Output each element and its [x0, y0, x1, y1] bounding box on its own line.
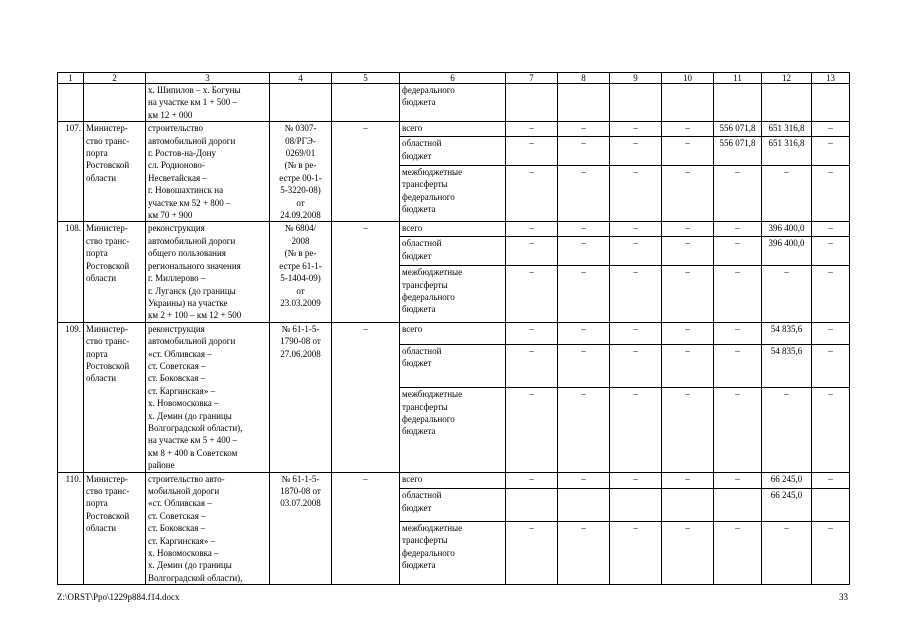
cell [558, 84, 610, 122]
source-cell: межбюджетные трансферты федерального бюджета [400, 165, 506, 222]
value-cell: – [762, 388, 812, 472]
value-cell: – [610, 237, 662, 266]
value-cell: – [662, 122, 714, 137]
value-cell: – [610, 472, 662, 489]
organization-cell: Министер- ство транс- порта Ростовской области [84, 222, 146, 322]
row-number: 108. [58, 222, 84, 322]
value-cell: – [812, 472, 850, 489]
source-cell: всего [400, 322, 506, 344]
col5-cell: – [332, 322, 400, 472]
value-cell: – [506, 122, 558, 137]
value-cell: – [506, 322, 558, 344]
object-cell: реконструкция автомобильной дороги «ст. Обливская – ст. Советская – ст. Боковская – ст. Каргинская» – х. Новомосковка – х. Демин (до границы Волгоградской области), на участке км 5 + 400 – км 8 + 400 в Советском районе [146, 322, 270, 472]
organization-cell: Министер- ство транс- порта Ростовской области [84, 472, 146, 585]
table-body [58, 73, 850, 585]
value-cell: – [714, 165, 762, 222]
table-row [58, 472, 850, 489]
value-cell: – [714, 222, 762, 237]
value-cell [812, 489, 850, 521]
value-cell: – [662, 137, 714, 166]
source-cell: межбюджетные трансферты федерального бюджета [400, 266, 506, 323]
value-cell: – [610, 345, 662, 388]
footer-file-path: Z:\ORST\Ppo\1229p884.f14.docx [57, 592, 180, 602]
value-cell [558, 489, 610, 521]
value-cell: – [812, 137, 850, 166]
value-cell: – [812, 237, 850, 266]
value-cell: – [714, 345, 762, 388]
value-cell: – [558, 388, 610, 472]
value-cell: – [812, 322, 850, 344]
header-cell: 10 [662, 73, 714, 84]
value-cell: – [662, 521, 714, 585]
document-cell: № 0307- 08/РГЭ- 0269/01 (№ в ре- естре 00-1- 5-3220-08) от 24.09.2008 [270, 122, 332, 222]
row-number: 110. [58, 472, 84, 585]
table-row [58, 322, 850, 344]
source-cell: областной бюджет [400, 489, 506, 521]
col5-cell: – [332, 222, 400, 322]
value-cell: – [610, 122, 662, 137]
value-cell: – [812, 222, 850, 237]
value-cell: – [662, 388, 714, 472]
value-cell: – [812, 521, 850, 585]
value-cell: – [714, 521, 762, 585]
value-cell: – [506, 266, 558, 323]
value-cell: 396 400,0 [762, 237, 812, 266]
col5-cell: – [332, 122, 400, 222]
document-cell: № 61-1-5- 1870-08 от 03.07.2008 [270, 472, 332, 585]
source-cell: областной бюджет [400, 237, 506, 266]
value-cell: – [558, 122, 610, 137]
source-cell: межбюджетные трансферты федерального бюджета [400, 388, 506, 472]
source-cell: областной бюджет [400, 137, 506, 166]
header-cell: 4 [270, 73, 332, 84]
value-cell: – [506, 165, 558, 222]
value-cell: – [610, 222, 662, 237]
object-cell: строительство автомобильной дороги г. Ростов-на-Дону сл. Родионово- Несветайская – г. Новошахтинск на участке км 52 + 800 – км 70 + 900 [146, 122, 270, 222]
source-cell: межбюджетные трансферты федерального бюджета [400, 521, 506, 585]
value-cell: 556 071,8 [714, 137, 762, 166]
object-cell: реконструкция автомобильной дороги общего пользования регионального значения г. Миллерово – г. Луганск (до границы Украины) на участке км 2 + 100 – км 12 + 500 [146, 222, 270, 322]
value-cell: – [610, 388, 662, 472]
source-cell: всего [400, 472, 506, 489]
cell [610, 84, 662, 122]
value-cell: – [812, 345, 850, 388]
value-cell: – [610, 521, 662, 585]
value-cell: – [714, 322, 762, 344]
value-cell: – [506, 472, 558, 489]
value-cell: – [762, 521, 812, 585]
value-cell: 651 316,8 [762, 122, 812, 137]
organization-cell: Министер- ство транс- порта Ростовской области [84, 322, 146, 472]
value-cell: – [506, 521, 558, 585]
header-cell: 2 [84, 73, 146, 84]
header-cell: 13 [812, 73, 850, 84]
value-cell: – [558, 222, 610, 237]
cell [506, 84, 558, 122]
header-cell: 11 [714, 73, 762, 84]
value-cell: – [812, 122, 850, 137]
value-cell: – [610, 165, 662, 222]
value-cell: – [506, 222, 558, 237]
row-number: 109. [58, 322, 84, 472]
value-cell: – [558, 322, 610, 344]
header-cell: 8 [558, 73, 610, 84]
value-cell: – [662, 322, 714, 344]
value-cell: – [558, 521, 610, 585]
value-cell: – [714, 237, 762, 266]
value-cell: 396 400,0 [762, 222, 812, 237]
value-cell: 556 071,8 [714, 122, 762, 137]
value-cell: – [662, 345, 714, 388]
cell [84, 84, 146, 122]
value-cell: – [558, 165, 610, 222]
value-cell: – [812, 388, 850, 472]
value-cell [662, 489, 714, 521]
value-cell: – [558, 472, 610, 489]
value-cell: 651 316,8 [762, 137, 812, 166]
value-cell: – [714, 472, 762, 489]
value-cell: – [506, 237, 558, 266]
source-cell: всего [400, 222, 506, 237]
value-cell: – [558, 137, 610, 166]
value-cell: – [714, 266, 762, 323]
value-cell: – [506, 388, 558, 472]
row-number: 107. [58, 122, 84, 222]
value-cell [506, 489, 558, 521]
header-cell: 9 [610, 73, 662, 84]
source-cell: федерального бюджета [400, 84, 506, 122]
value-cell [610, 489, 662, 521]
value-cell: – [558, 237, 610, 266]
value-cell: – [506, 137, 558, 166]
source-cell: всего [400, 122, 506, 137]
cell [714, 84, 762, 122]
header-cell: 6 [400, 73, 506, 84]
value-cell: – [714, 388, 762, 472]
page-number: 33 [839, 592, 848, 602]
cell [332, 84, 400, 122]
budget-table [57, 72, 850, 585]
value-cell: – [662, 165, 714, 222]
document-cell: № 6804/ 2008 (№ в ре- естре 61-1- 5-1404-09) от 23.03.2009 [270, 222, 332, 322]
value-cell: – [812, 165, 850, 222]
header-cell: 7 [506, 73, 558, 84]
value-cell: 66 245,0 [762, 489, 812, 521]
value-cell: – [812, 266, 850, 323]
header-cell: 1 [58, 73, 84, 84]
col5-cell: – [332, 472, 400, 585]
value-cell: – [662, 472, 714, 489]
value-cell: – [762, 266, 812, 323]
cell [662, 84, 714, 122]
value-cell: – [558, 266, 610, 323]
continuation-row [58, 84, 850, 122]
object-cell: строительство авто- мобильной дороги «ст. Обливская – ст. Советская – ст. Боковская – ст. Каргинская» – х. Новомосковка – х. Демин (до границы Волгоградской области), [146, 472, 270, 585]
header-cell: 5 [332, 73, 400, 84]
header-cell: 12 [762, 73, 812, 84]
document-cell: № 61-1-5- 1790-08 от 27.06.2008 [270, 322, 332, 472]
value-cell: – [662, 222, 714, 237]
value-cell: – [558, 345, 610, 388]
value-cell: 66 245,0 [762, 472, 812, 489]
header-row [58, 73, 850, 84]
value-cell: – [762, 165, 812, 222]
value-cell: – [610, 137, 662, 166]
header-cell: 3 [146, 73, 270, 84]
value-cell: – [662, 266, 714, 323]
cell [58, 84, 84, 122]
value-cell: 54 835,6 [762, 345, 812, 388]
value-cell: – [662, 237, 714, 266]
cell [812, 84, 850, 122]
table-row [58, 222, 850, 237]
source-cell: областной бюджет [400, 345, 506, 388]
value-cell: – [610, 266, 662, 323]
table-row [58, 122, 850, 137]
value-cell [714, 489, 762, 521]
value-cell: – [610, 322, 662, 344]
cell [762, 84, 812, 122]
value-cell: 54 835,6 [762, 322, 812, 344]
organization-cell: Министер- ство транс- порта Ростовской области [84, 122, 146, 222]
object-cell: х. Шипилов – х. Богуны на участке км 1 + 500 – км 12 + 000 [146, 84, 270, 122]
cell [270, 84, 332, 122]
value-cell: – [506, 345, 558, 388]
